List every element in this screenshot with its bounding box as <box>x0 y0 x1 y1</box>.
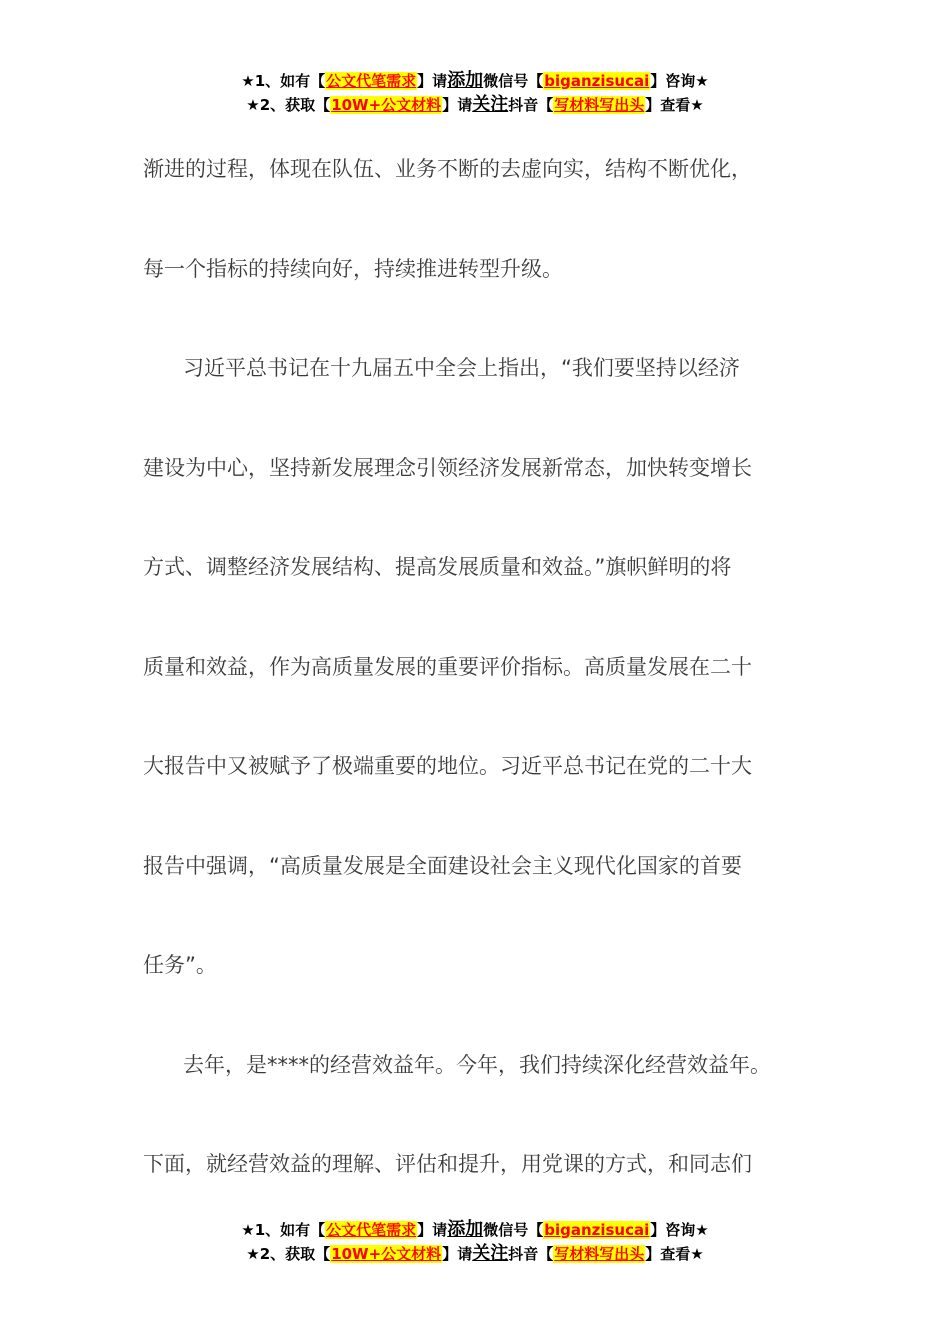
banner-text: 微信号【 <box>483 1221 544 1239</box>
banner-emphasis: 添加 <box>447 1219 484 1240</box>
banner-text: 】请 <box>442 96 473 114</box>
paragraph-start: 习近平总书记在十九届五中全会上指出，“我们要坚持以经济 <box>183 356 740 380</box>
document-body <box>143 120 803 1215</box>
banner-text: 抖音【 <box>508 1245 554 1263</box>
banner-emphasis: 关注 <box>472 1243 509 1264</box>
body-line: 任务”。 <box>143 953 217 977</box>
service-highlight: 公文代笔需求 <box>326 72 417 90</box>
banner-text: 】查看★ <box>645 1245 704 1263</box>
service-highlight: 公文代笔需求 <box>326 1221 417 1239</box>
banner-line-1 <box>0 1218 950 1242</box>
body-line: 下面，就经营效益的理解、评估和提升，用党课的方式，和同志们 <box>143 1152 752 1176</box>
banner-emphasis: 关注 <box>472 94 509 115</box>
banner-text: 】咨询★ <box>650 72 709 90</box>
paragraph-start: 去年，是****的经营效益年。今年，我们持续深化经营效益年。 <box>183 1052 771 1077</box>
douyin-id-highlight: 写材料写出头 <box>554 96 645 114</box>
banner-text: ★1、如有【 <box>241 72 326 90</box>
banner-text: ★2、获取【 <box>246 96 331 114</box>
wechat-id-highlight: biganzisucai <box>544 1221 650 1239</box>
footer-banner <box>0 1218 950 1266</box>
wechat-id-highlight: biganzisucai <box>544 72 650 90</box>
douyin-id-highlight: 写材料写出头 <box>554 1245 645 1263</box>
banner-line-1 <box>0 69 950 93</box>
body-line: 渐进的过程，体现在队伍、业务不断的去虚向实，结构不断优化， <box>143 157 752 181</box>
banner-text: 】查看★ <box>645 96 704 114</box>
materials-highlight: 10W+公文材料 <box>331 96 442 114</box>
body-line: 每一个指标的持续向好，持续推进转型升级。 <box>143 256 563 281</box>
body-line: 建设为中心，坚持新发展理念引领经济发展新常态，加快转变增长 <box>143 455 752 480</box>
banner-text: 】请 <box>417 72 448 90</box>
banner-text: 】请 <box>417 1221 448 1239</box>
header-banner <box>0 69 950 117</box>
banner-text: ★2、获取【 <box>246 1245 331 1263</box>
materials-highlight: 10W+公文材料 <box>331 1245 442 1263</box>
body-line: 质量和效益，作为高质量发展的重要评价指标。高质量发展在二十 <box>143 654 752 679</box>
body-line: 报告中强调，“高质量发展是全面建设社会主义现代化国家的首要 <box>143 853 742 878</box>
body-line: 方式、调整经济发展结构、提高发展质量和效益。”旗帜鲜明的将 <box>143 555 732 579</box>
banner-text: 微信号【 <box>483 72 544 90</box>
banner-text: 】咨询★ <box>650 1221 709 1239</box>
banner-line-2 <box>0 93 950 117</box>
banner-text: ★1、如有【 <box>241 1221 326 1239</box>
banner-text: 】请 <box>442 1245 473 1263</box>
banner-text: 抖音【 <box>508 96 554 114</box>
body-line: 大报告中又被赋予了极端重要的地位。习近平总书记在党的二十大 <box>143 754 752 778</box>
banner-emphasis: 添加 <box>447 70 484 91</box>
banner-line-2 <box>0 1242 950 1266</box>
